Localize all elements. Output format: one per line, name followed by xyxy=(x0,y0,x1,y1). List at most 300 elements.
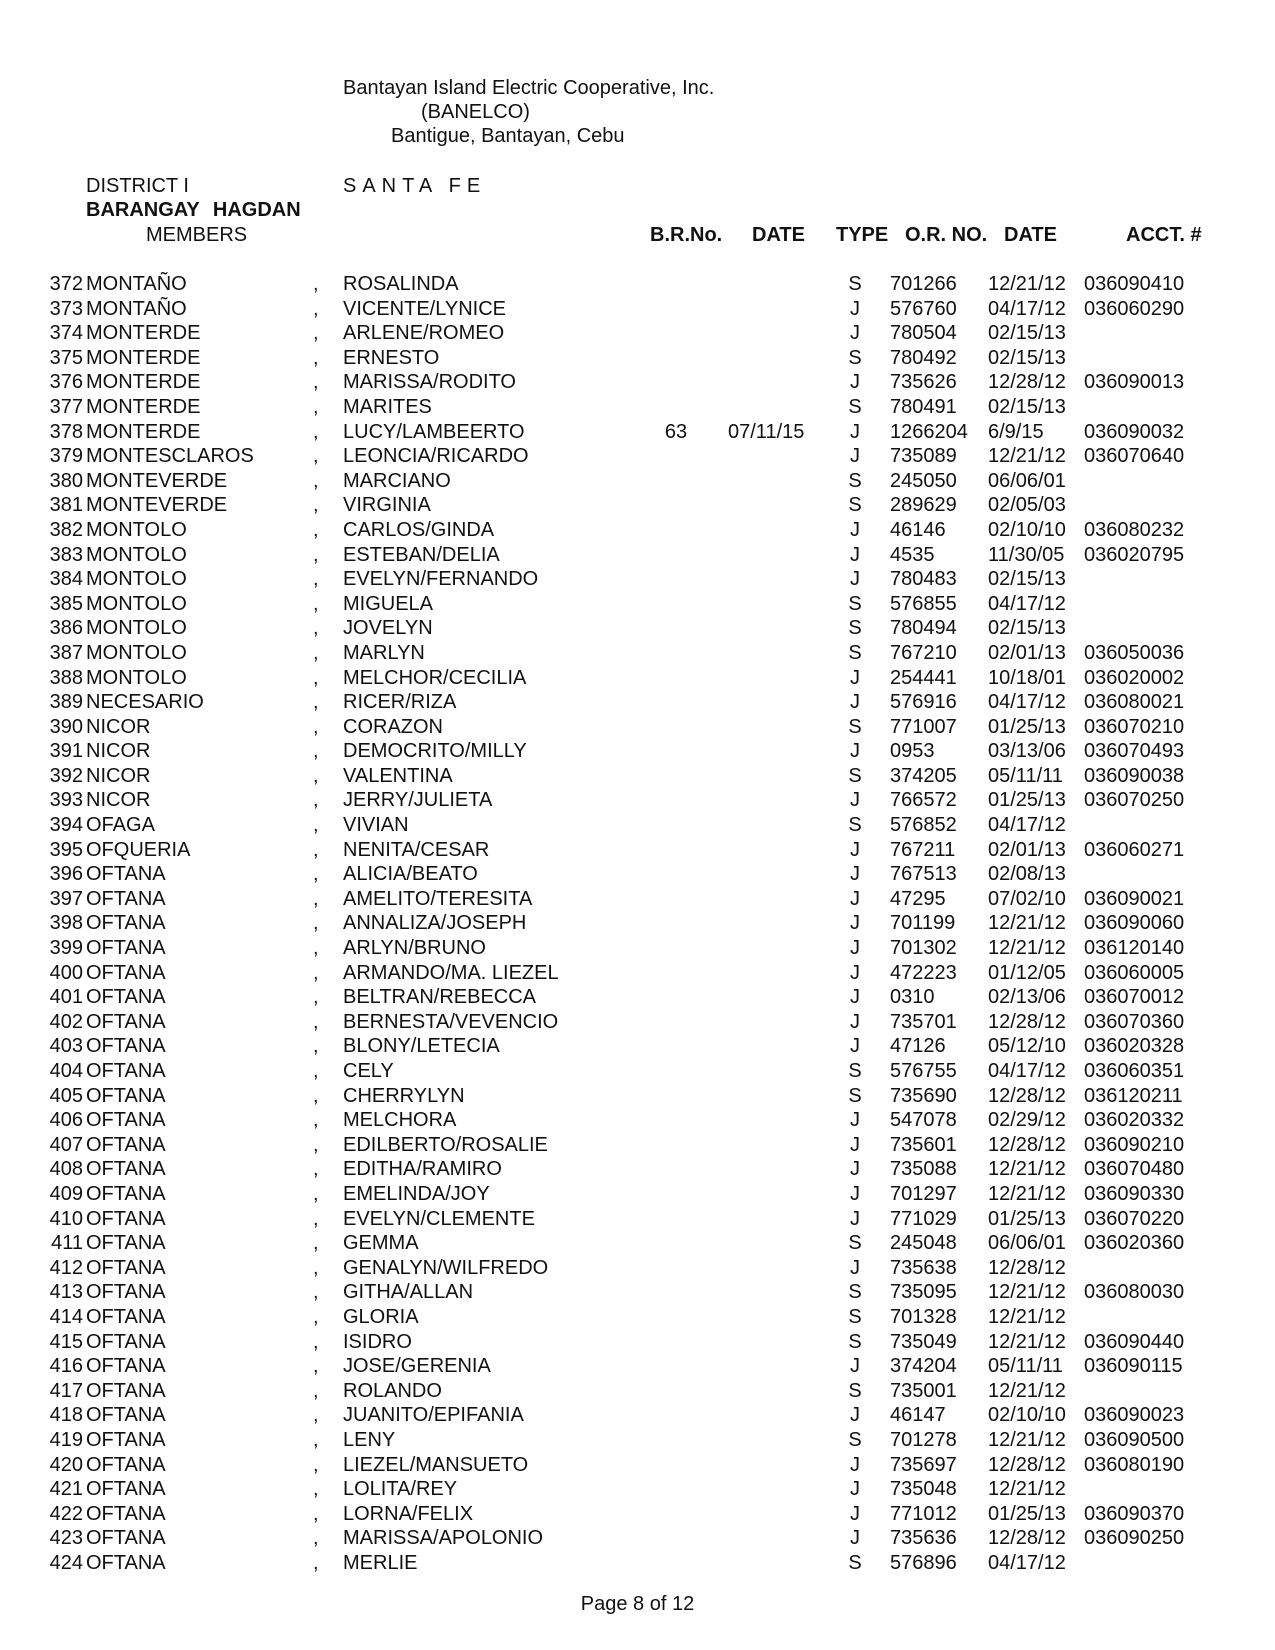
member-first-name: AMELITO/TERESITA xyxy=(343,887,533,910)
name-separator: , xyxy=(313,518,319,541)
member-first-name: DEMOCRITO/MILLY xyxy=(343,740,527,763)
or-number: 735690 xyxy=(890,1084,957,1107)
member-last-name: OFTANA xyxy=(86,1453,166,1476)
or-date: 01/12/05 xyxy=(988,961,1066,984)
member-first-name: LIEZEL/MANSUETO xyxy=(343,1453,529,1476)
name-separator: , xyxy=(313,1527,319,1550)
account-number: 036080232 xyxy=(1084,518,1185,541)
table-row xyxy=(0,690,1275,715)
membership-type: J xyxy=(850,1502,860,1525)
member-last-name: OFTANA xyxy=(86,1109,166,1132)
br-date: 07/11/15 xyxy=(728,420,805,443)
or-number: 735697 xyxy=(890,1453,957,1476)
member-last-name: MONTOLO xyxy=(86,641,187,664)
membership-type: J xyxy=(850,1404,860,1427)
membership-type: S xyxy=(848,395,862,418)
member-last-name: OFTANA xyxy=(86,887,166,910)
or-date: 12/28/12 xyxy=(988,1527,1066,1550)
org-name: Bantayan Island Electric Cooperative, Inc. xyxy=(343,77,715,99)
table-row xyxy=(0,1453,1275,1478)
account-number: 036060271 xyxy=(1084,838,1185,861)
member-number: 411 xyxy=(51,1232,83,1255)
member-first-name: JOVELYN xyxy=(343,617,433,640)
or-date: 02/15/13 xyxy=(988,346,1066,369)
or-number: 576852 xyxy=(890,814,957,837)
or-number: 735049 xyxy=(890,1330,957,1353)
member-first-name: BLONY/LETECIA xyxy=(343,1035,500,1058)
member-first-name: GENALYN/WILFREDO xyxy=(343,1256,549,1279)
org-address: Bantigue, Bantayan, Cebu xyxy=(391,125,625,147)
or-date: 01/25/13 xyxy=(988,789,1066,812)
member-first-name: JERRY/JULIETA xyxy=(343,789,493,812)
account-number: 036020002 xyxy=(1084,666,1185,689)
member-first-name: VALENTINA xyxy=(343,764,453,787)
or-number: 701328 xyxy=(890,1305,957,1328)
member-number: 414 xyxy=(49,1305,83,1328)
or-date: 03/13/06 xyxy=(988,740,1066,763)
member-last-name: OFTANA xyxy=(86,1305,166,1328)
or-number: 780494 xyxy=(890,617,957,640)
or-number: 47295 xyxy=(890,887,946,910)
member-number: 385 xyxy=(49,592,83,615)
or-number: 576855 xyxy=(890,592,957,615)
name-separator: , xyxy=(313,1158,319,1181)
member-last-name: OFTANA xyxy=(86,1428,166,1451)
or-date: 12/21/12 xyxy=(988,1182,1066,1205)
table-row xyxy=(0,1403,1275,1428)
name-separator: , xyxy=(313,764,319,787)
member-last-name: OFTANA xyxy=(86,1281,166,1304)
member-last-name: OFTANA xyxy=(86,1355,166,1378)
membership-type: S xyxy=(848,346,862,369)
or-number: 771012 xyxy=(890,1502,957,1525)
name-separator: , xyxy=(313,1305,319,1328)
member-number: 375 xyxy=(49,346,83,369)
table-row xyxy=(0,788,1275,813)
member-last-name: MONTEVERDE xyxy=(86,494,228,517)
or-number: 780491 xyxy=(890,395,957,418)
or-number: 254441 xyxy=(890,666,957,689)
table-row xyxy=(0,1010,1275,1035)
account-number: 036060290 xyxy=(1084,297,1185,320)
membership-type: S xyxy=(848,715,862,738)
membership-type: J xyxy=(850,838,860,861)
member-first-name: LUCY/LAMBEERTO xyxy=(343,420,525,443)
account-number: 036020795 xyxy=(1084,543,1185,566)
account-number: 036090060 xyxy=(1084,912,1185,935)
table-row xyxy=(0,1108,1275,1133)
member-last-name: MONTERDE xyxy=(86,322,201,345)
account-number: 036090500 xyxy=(1084,1428,1185,1451)
or-number: 576916 xyxy=(890,691,957,714)
member-first-name: BERNESTA/VEVENCIO xyxy=(343,1010,559,1033)
or-date: 12/21/12 xyxy=(988,1305,1066,1328)
member-first-name: CORAZON xyxy=(343,715,443,738)
member-number: 408 xyxy=(49,1158,83,1181)
member-first-name: ESTEBAN/DELIA xyxy=(343,543,500,566)
table-row xyxy=(0,887,1275,912)
membership-type: S xyxy=(848,1060,862,1082)
or-number: 735095 xyxy=(890,1281,957,1304)
member-number: 393 xyxy=(49,789,83,812)
or-date: 12/21/12 xyxy=(988,937,1066,960)
member-last-name: MONTERDE xyxy=(86,395,201,418)
membership-type: S xyxy=(848,469,862,492)
table-row xyxy=(0,272,1275,297)
member-number: 399 xyxy=(49,937,83,960)
member-first-name: GITHA/ALLAN xyxy=(343,1281,474,1304)
br-no-column-header: B.R.No. xyxy=(650,224,723,246)
acct-column-header: ACCT. # xyxy=(1126,224,1202,246)
or-number: 547078 xyxy=(890,1109,957,1132)
table-row xyxy=(0,616,1275,641)
membership-type: S xyxy=(848,1428,862,1451)
member-first-name: MARCIANO xyxy=(343,469,451,492)
account-number: 036020332 xyxy=(1084,1109,1185,1132)
name-separator: , xyxy=(313,1182,319,1205)
member-number: 402 xyxy=(49,1010,83,1033)
name-separator: , xyxy=(313,494,319,517)
membership-type: J xyxy=(850,887,860,910)
or-date: 02/29/12 xyxy=(988,1109,1066,1132)
account-number: 036090032 xyxy=(1084,420,1185,443)
table-row xyxy=(0,543,1275,568)
name-separator: , xyxy=(313,961,319,984)
table-row xyxy=(0,838,1275,863)
membership-type: S xyxy=(848,1281,862,1304)
member-first-name: MARISSA/APOLONIO xyxy=(343,1527,544,1550)
or-date: 12/21/12 xyxy=(988,912,1066,935)
member-number: 381 xyxy=(49,494,83,517)
or-date: 12/28/12 xyxy=(988,1453,1066,1476)
or-date-column-header: DATE xyxy=(1004,224,1057,246)
membership-type: S xyxy=(848,814,862,837)
member-number: 374 xyxy=(49,322,83,345)
member-last-name: MONTERDE xyxy=(86,420,201,443)
member-number: 401 xyxy=(49,986,83,1009)
or-date: 06/06/01 xyxy=(988,469,1066,492)
member-first-name: LEONCIA/RICARDO xyxy=(343,445,529,468)
member-last-name: MONTERDE xyxy=(86,371,201,394)
membership-type: J xyxy=(850,1109,860,1132)
or-number: 735638 xyxy=(890,1256,957,1279)
or-date: 12/21/12 xyxy=(988,1330,1066,1353)
table-row xyxy=(0,1305,1275,1330)
name-separator: , xyxy=(313,1330,319,1353)
or-number: 576755 xyxy=(890,1060,957,1082)
or-date: 06/06/01 xyxy=(988,1232,1066,1255)
name-separator: , xyxy=(313,1404,319,1427)
member-last-name: NICOR xyxy=(86,789,151,812)
member-last-name: OFTANA xyxy=(86,1133,166,1156)
member-number: 422 xyxy=(49,1502,83,1525)
membership-type: J xyxy=(850,1355,860,1378)
table-row xyxy=(0,321,1275,346)
member-number: 378 xyxy=(49,420,83,443)
membership-type: S xyxy=(848,641,862,664)
member-number: 398 xyxy=(49,912,83,935)
or-date: 12/21/12 xyxy=(988,445,1066,468)
name-separator: , xyxy=(313,1133,319,1156)
name-separator: , xyxy=(313,469,319,492)
or-number: 767513 xyxy=(890,863,957,886)
member-last-name: OFTANA xyxy=(86,1182,166,1205)
membership-type: J xyxy=(850,937,860,960)
membership-type: J xyxy=(850,666,860,689)
name-separator: , xyxy=(313,789,319,812)
table-row xyxy=(0,1280,1275,1305)
account-number: 036070480 xyxy=(1084,1158,1185,1181)
member-last-name: OFQUERIA xyxy=(86,838,191,861)
member-number: 404 xyxy=(49,1060,83,1082)
table-row xyxy=(0,1084,1275,1109)
name-separator: , xyxy=(313,371,319,394)
table-row xyxy=(0,1034,1275,1059)
membership-type: J xyxy=(850,1133,860,1156)
account-number: 036080030 xyxy=(1084,1281,1185,1304)
table-row xyxy=(0,1133,1275,1158)
membership-type: J xyxy=(850,863,860,886)
member-last-name: OFTANA xyxy=(86,1404,166,1427)
or-date: 02/01/13 xyxy=(988,641,1066,664)
account-number: 036070012 xyxy=(1084,986,1185,1009)
or-date: 05/11/11 xyxy=(988,764,1063,787)
account-number: 036090210 xyxy=(1084,1133,1185,1156)
or-number: 735701 xyxy=(890,1010,957,1033)
or-date: 02/05/03 xyxy=(988,494,1066,517)
member-number: 372 xyxy=(49,273,83,295)
member-last-name: OFTANA xyxy=(86,1232,166,1255)
member-number: 389 xyxy=(49,691,83,714)
town-label: SANTA FE xyxy=(343,175,487,197)
membership-type: J xyxy=(850,420,860,443)
or-date: 05/11/11 xyxy=(988,1355,1063,1378)
name-separator: , xyxy=(313,937,319,960)
table-row xyxy=(0,1428,1275,1453)
member-last-name: OFTANA xyxy=(86,1256,166,1279)
name-separator: , xyxy=(313,1428,319,1451)
name-separator: , xyxy=(313,691,319,714)
member-number: 410 xyxy=(49,1207,83,1230)
date-column-header: DATE xyxy=(752,224,805,246)
or-date: 12/21/12 xyxy=(988,1379,1066,1402)
member-last-name: OFAGA xyxy=(86,814,155,837)
member-first-name: LENY xyxy=(343,1428,396,1451)
page-number: Page 8 of 12 xyxy=(580,1593,695,1615)
table-row xyxy=(0,1157,1275,1182)
table-row xyxy=(0,1256,1275,1281)
account-number: 036120140 xyxy=(1084,937,1185,960)
member-number: 397 xyxy=(49,887,83,910)
table-row xyxy=(0,936,1275,961)
member-first-name: CARLOS/GINDA xyxy=(343,518,495,541)
member-last-name: MONTOLO xyxy=(86,543,187,566)
or-number: 1266204 xyxy=(890,420,968,443)
member-first-name: ALICIA/BEATO xyxy=(343,863,478,886)
member-last-name: NECESARIO xyxy=(86,691,204,714)
or-number: 46146 xyxy=(890,518,946,541)
account-number: 036090023 xyxy=(1084,1404,1185,1427)
member-number: 412 xyxy=(49,1256,83,1279)
membership-type: J xyxy=(850,371,860,394)
member-last-name: OFTANA xyxy=(86,1330,166,1353)
membership-type: J xyxy=(850,961,860,984)
or-no-column-header: O.R. NO. xyxy=(905,224,988,246)
member-last-name: OFTANA xyxy=(86,1060,166,1082)
membership-type: J xyxy=(850,1207,860,1230)
or-number: 780504 xyxy=(890,322,957,345)
member-first-name: ARMANDO/MA. LIEZEL xyxy=(343,961,559,984)
member-number: 416 xyxy=(49,1355,83,1378)
or-number: 289629 xyxy=(890,494,957,517)
name-separator: , xyxy=(313,641,319,664)
or-number: 576896 xyxy=(890,1551,957,1574)
member-number: 413 xyxy=(49,1281,83,1304)
table-row xyxy=(0,592,1275,617)
member-last-name: MONTOLO xyxy=(86,518,187,541)
or-number: 0310 xyxy=(890,986,935,1009)
name-separator: , xyxy=(313,740,319,763)
or-date: 07/02/10 xyxy=(988,887,1066,910)
or-number: 701297 xyxy=(890,1182,957,1205)
member-number: 384 xyxy=(49,568,83,591)
member-first-name: EMELINDA/JOY xyxy=(343,1182,490,1205)
table-row xyxy=(0,493,1275,518)
table-row xyxy=(0,813,1275,838)
member-number: 396 xyxy=(49,863,83,886)
name-separator: , xyxy=(313,1478,319,1501)
member-first-name: ROSALINDA xyxy=(343,273,459,295)
member-number: 423 xyxy=(49,1527,83,1550)
membership-type: S xyxy=(848,1379,862,1402)
member-first-name: ARLENE/ROMEO xyxy=(343,322,505,345)
or-number: 245050 xyxy=(890,469,957,492)
membership-type: S xyxy=(848,1084,862,1107)
account-number: 036080021 xyxy=(1084,691,1185,714)
name-separator: , xyxy=(313,1035,319,1058)
or-number: 701302 xyxy=(890,937,957,960)
account-number: 036090021 xyxy=(1084,887,1185,910)
membership-type: J xyxy=(850,1158,860,1181)
account-number: 036070493 xyxy=(1084,740,1185,763)
or-date: 04/17/12 xyxy=(988,1551,1066,1574)
member-number: 394 xyxy=(49,814,83,837)
or-number: 245048 xyxy=(890,1232,957,1255)
member-number: 390 xyxy=(49,715,83,738)
member-number: 377 xyxy=(49,395,83,418)
or-number: 701278 xyxy=(890,1428,957,1451)
table-row xyxy=(0,985,1275,1010)
account-number: 036090330 xyxy=(1084,1182,1185,1205)
name-separator: , xyxy=(313,1010,319,1033)
member-last-name: NICOR xyxy=(86,764,151,787)
name-separator: , xyxy=(313,322,319,345)
table-row xyxy=(0,297,1275,322)
member-number: 379 xyxy=(49,445,83,468)
or-date: 04/17/12 xyxy=(988,297,1066,320)
name-separator: , xyxy=(313,912,319,935)
name-separator: , xyxy=(313,395,319,418)
account-number: 036090370 xyxy=(1084,1502,1185,1525)
type-column-header: TYPE xyxy=(836,224,889,246)
or-date: 04/17/12 xyxy=(988,592,1066,615)
membership-type: J xyxy=(850,1182,860,1205)
account-number: 036090410 xyxy=(1084,273,1185,295)
district-label: DISTRICT I xyxy=(86,175,189,197)
member-first-name: MARITES xyxy=(343,395,432,418)
or-number: 701199 xyxy=(890,912,956,935)
or-number: 4535 xyxy=(890,543,935,566)
member-last-name: MONTESCLAROS xyxy=(86,445,254,468)
member-number: 395 xyxy=(49,838,83,861)
table-row xyxy=(0,420,1275,445)
name-separator: , xyxy=(313,1453,319,1476)
or-date: 02/15/13 xyxy=(988,322,1066,345)
or-date: 01/25/13 xyxy=(988,1502,1066,1525)
member-last-name: OFTANA xyxy=(86,1551,166,1574)
member-first-name: GEMMA xyxy=(343,1232,419,1255)
member-number: 386 xyxy=(49,617,83,640)
or-date: 02/10/10 xyxy=(988,518,1066,541)
account-number: 036090250 xyxy=(1084,1527,1185,1550)
name-separator: , xyxy=(313,666,319,689)
member-first-name: GLORIA xyxy=(343,1305,419,1328)
or-number: 767210 xyxy=(890,641,957,664)
table-row xyxy=(0,1059,1275,1084)
table-row xyxy=(0,370,1275,395)
name-separator: , xyxy=(313,1502,319,1525)
account-number: 036080190 xyxy=(1084,1453,1185,1476)
or-number: 771029 xyxy=(890,1207,957,1230)
table-row xyxy=(0,1354,1275,1379)
member-number: 409 xyxy=(49,1182,83,1205)
member-first-name: EVELYN/CLEMENTE xyxy=(343,1207,535,1230)
or-number: 735048 xyxy=(890,1478,957,1501)
member-first-name: EVELYN/FERNANDO xyxy=(343,568,539,591)
member-last-name: MONTOLO xyxy=(86,592,187,615)
membership-type: J xyxy=(850,445,860,468)
member-number: 403 xyxy=(49,1035,83,1058)
name-separator: , xyxy=(313,297,319,320)
name-separator: , xyxy=(313,838,319,861)
member-first-name: CELY xyxy=(343,1060,394,1082)
member-number: 418 xyxy=(49,1404,83,1427)
membership-type: J xyxy=(850,1478,860,1501)
or-date: 04/17/12 xyxy=(988,1060,1066,1082)
or-number: 735001 xyxy=(890,1379,957,1402)
table-row xyxy=(0,567,1275,592)
member-first-name: LORNA/FELIX xyxy=(343,1502,474,1525)
member-number: 400 xyxy=(49,961,83,984)
name-separator: , xyxy=(313,1109,319,1132)
or-number: 735636 xyxy=(890,1527,957,1550)
member-number: 391 xyxy=(49,740,83,763)
account-number: 036090115 xyxy=(1084,1355,1183,1378)
or-date: 02/15/13 xyxy=(988,395,1066,418)
member-first-name: MARISSA/RODITO xyxy=(343,371,516,394)
name-separator: , xyxy=(313,592,319,615)
name-separator: , xyxy=(313,568,319,591)
table-row xyxy=(0,1330,1275,1355)
br-number: 63 xyxy=(664,420,688,443)
membership-type: J xyxy=(850,297,860,320)
or-date: 12/28/12 xyxy=(988,1010,1066,1033)
table-row xyxy=(0,444,1275,469)
name-separator: , xyxy=(313,814,319,837)
or-date: 11/30/05 xyxy=(988,543,1065,566)
table-row xyxy=(0,469,1275,494)
or-date: 02/10/10 xyxy=(988,1404,1066,1427)
